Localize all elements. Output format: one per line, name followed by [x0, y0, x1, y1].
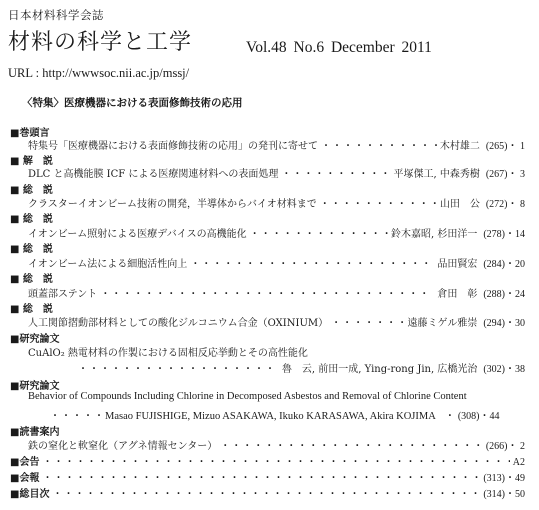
journal-title: 材料の科学と工学 — [8, 30, 193, 55]
leader-dots — [220, 437, 483, 452]
toc-entry[interactable] — [28, 285, 525, 300]
entry-authors: 平塚傑工, 中森秀樹 — [393, 169, 480, 180]
entry-page: (267)・ 3 — [485, 169, 525, 180]
leader-dots — [320, 195, 437, 210]
entry-authors: 魯 云, 前田一成, Ying-rong Jin, 広橋光治 — [281, 364, 478, 375]
leader-dots — [445, 407, 455, 422]
entry-page: (265)・ 1 — [485, 141, 525, 152]
entry-page: (272)・ 8 — [485, 199, 525, 210]
entry-authors: 木村雄二 — [439, 141, 480, 152]
entry-authors: Masao FUJISHIGE, Mizuo ASAKAWA, Ikuko KARASAWA, Akira KOJIMA — [105, 411, 436, 422]
leader-dots — [50, 407, 102, 422]
leader-dots — [78, 360, 279, 375]
leader-dots — [100, 285, 434, 300]
entry-title: 人工関節摺動部材料としての酸化ジルコニウム合金（OXINIUM） — [28, 318, 329, 329]
toc-entry[interactable] — [28, 437, 525, 452]
section-heading: ■研究論文 — [10, 381, 60, 392]
entry-authors: 鈴木嘉昭, 杉田洋一 — [390, 229, 478, 240]
society-name: 日本材料科学会誌 — [8, 8, 104, 22]
section-heading: ■総目次 — [10, 489, 50, 500]
section-heading: ■ 総 説 — [10, 304, 53, 315]
entry-title[interactable]: CuAlO₂ 熱電材料の作製における固相反応挙動とその高性能化 — [28, 348, 308, 359]
section-heading: ■研究論文 — [10, 334, 60, 345]
section-heading: ■ 総 説 — [10, 214, 53, 225]
leader-dots — [190, 255, 434, 270]
entry-title: DLC と高機能膜 ICF による医療関連材料への表面処理 — [28, 169, 279, 180]
toc-entry[interactable] — [28, 165, 525, 180]
entry-page: (302)・38 — [483, 364, 525, 375]
section-heading: ■ 総 説 — [10, 274, 53, 285]
section-heading: ■会報 — [10, 473, 40, 484]
entry-title: クラスターイオンビーム技術の開発，半導体からバイオ材料まで — [28, 199, 317, 210]
entry-page: (288)・24 — [483, 289, 525, 300]
toc-entry[interactable] — [28, 314, 525, 329]
entry-page: (313)・49 — [483, 473, 525, 484]
entry-page: (278)・14 — [483, 229, 525, 240]
entry-authors: 遠藤ミゲル雅崇 — [407, 318, 478, 329]
section-heading: ■巻頭言 — [10, 128, 50, 139]
leader-dots — [250, 225, 388, 240]
entry-title: 鉄の窒化と軟窒化（アグネ情報センター） — [28, 441, 218, 452]
entry-page: (284)・20 — [483, 259, 525, 270]
toc-entry[interactable] — [28, 360, 525, 375]
issue-info: Vol.48 No.6 December 2011 — [246, 39, 432, 56]
toc-entry[interactable] — [28, 407, 525, 422]
toc-entry[interactable] — [28, 225, 525, 240]
section-heading: ■ 解 説 — [10, 156, 53, 167]
leader-dots — [331, 314, 404, 329]
entry-page: (266)・ 2 — [485, 441, 525, 452]
section-heading: ■読書案内 — [10, 427, 60, 438]
toc-entry[interactable] — [28, 195, 525, 210]
toc-entry[interactable] — [10, 469, 525, 484]
section-heading: ■ 総 説 — [10, 244, 53, 255]
special-issue-title: 〈特集〉医療機器における表面修飾技術の応用 — [22, 97, 243, 109]
leader-dots — [321, 137, 437, 152]
entry-authors: 品田賢宏 — [437, 259, 478, 270]
toc-entry[interactable] — [10, 453, 525, 468]
entry-authors: 山田 公 — [439, 199, 480, 210]
entry-page: (294)・30 — [483, 318, 525, 329]
entry-page: (308)・44 — [457, 411, 500, 422]
entry-title[interactable]: Behavior of Compounds Including Chlorine in Decomposed Asbestos and Removal of Chlorine Content — [28, 391, 467, 402]
entry-page: A2 — [512, 457, 525, 468]
section-heading: ■ 総 説 — [10, 185, 53, 196]
entry-authors: 倉田 彰 — [437, 289, 478, 300]
entry-title: イオンビーム照射による医療デバイスの高機能化 — [28, 229, 247, 240]
toc-entry[interactable] — [10, 485, 525, 500]
entry-title: 特集号「医療機器における表面修飾技術の応用」の発刊に寄せて — [28, 141, 318, 152]
entry-title: 頭蓋部ステント — [28, 289, 98, 300]
leader-dots — [42, 453, 509, 468]
section-heading: ■会告 — [10, 457, 40, 468]
toc-entry[interactable] — [28, 255, 525, 270]
toc-entry[interactable] — [28, 137, 525, 152]
journal-url[interactable]: URL : http://wwwsoc.nii.ac.jp/mssj/ — [8, 66, 190, 80]
leader-dots — [42, 469, 480, 484]
entry-page: (314)・50 — [483, 489, 525, 500]
leader-dots — [52, 485, 480, 500]
leader-dots — [281, 165, 390, 180]
entry-title: イオンビーム法による細胞活性向上 — [28, 259, 188, 270]
